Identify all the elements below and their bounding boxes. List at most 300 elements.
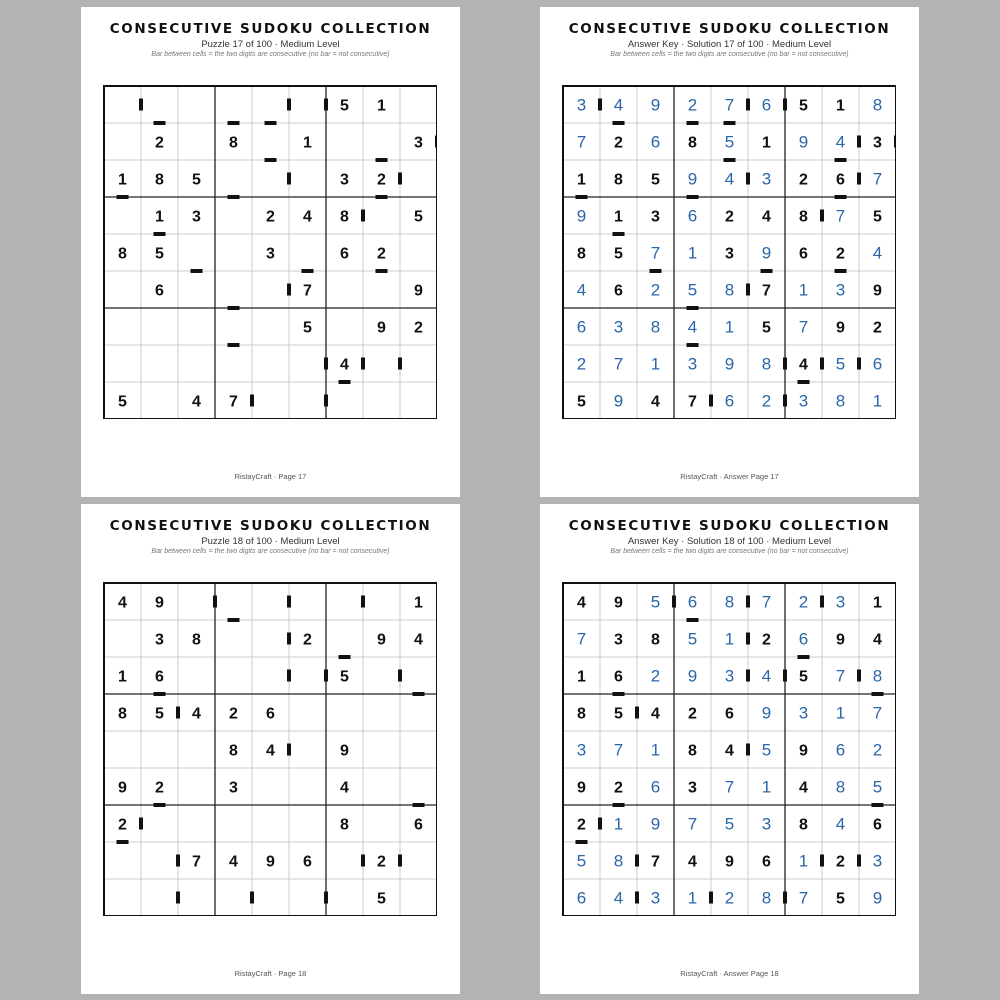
sudoku-grid bbox=[562, 582, 896, 916]
consecutive-bar-horizontal bbox=[376, 269, 388, 273]
solution-digit: 6 bbox=[872, 354, 883, 374]
given-digit: 1 bbox=[762, 134, 771, 152]
given-digit: 5 bbox=[873, 208, 882, 226]
consecutive-bar-horizontal bbox=[835, 158, 847, 162]
consecutive-bar-vertical bbox=[287, 284, 291, 296]
given-digit: 8 bbox=[577, 245, 586, 263]
consecutive-bar-vertical bbox=[746, 670, 750, 682]
solution-digit: 3 bbox=[650, 888, 661, 908]
given-digit: 9 bbox=[155, 594, 164, 612]
consecutive-bar-vertical bbox=[598, 818, 602, 830]
consecutive-bar-vertical bbox=[672, 596, 676, 608]
solution-digit: 2 bbox=[650, 280, 661, 300]
solution-digit: 3 bbox=[872, 851, 883, 871]
given-digit: 3 bbox=[155, 631, 164, 649]
consecutive-bar-horizontal bbox=[613, 692, 625, 696]
given-digit: 1 bbox=[414, 594, 423, 612]
given-digit: 2 bbox=[762, 631, 771, 649]
solution-digit: 7 bbox=[687, 814, 698, 834]
solution-digit: 1 bbox=[650, 354, 661, 374]
consecutive-bar-vertical bbox=[746, 99, 750, 111]
consecutive-bar-vertical bbox=[287, 99, 291, 111]
given-digit: 8 bbox=[688, 134, 697, 152]
solution-digit: 6 bbox=[576, 317, 587, 337]
solution-digit: 1 bbox=[872, 391, 883, 411]
given-digit: 9 bbox=[725, 853, 734, 871]
given-digit: 5 bbox=[614, 705, 623, 723]
consecutive-bar-horizontal bbox=[798, 380, 810, 384]
given-digit: 8 bbox=[229, 742, 238, 760]
consecutive-bar-vertical bbox=[398, 173, 402, 185]
given-digit: 8 bbox=[688, 742, 697, 760]
given-digit: 4 bbox=[340, 356, 349, 374]
given-digit: 6 bbox=[614, 668, 623, 686]
given-digit: 3 bbox=[229, 779, 238, 797]
given-digit: 2 bbox=[725, 208, 734, 226]
solution-digit: 5 bbox=[724, 132, 735, 152]
given-digit: 5 bbox=[155, 245, 164, 263]
given-digit: 2 bbox=[614, 134, 623, 152]
solution-digit: 1 bbox=[613, 814, 624, 834]
solution-digit: 8 bbox=[650, 317, 661, 337]
given-digit: 1 bbox=[577, 668, 586, 686]
rule-note: Bar between cells = the two digits are consecutive (no bar = not consecutive) bbox=[610, 51, 849, 58]
consecutive-bar-vertical bbox=[820, 596, 824, 608]
solution-digit: 1 bbox=[761, 777, 772, 797]
solution-digit: 3 bbox=[724, 666, 735, 686]
consecutive-bar-horizontal bbox=[687, 121, 699, 125]
rule-note: Bar between cells = the two digits are consecutive (no bar = not consecutive) bbox=[610, 548, 849, 555]
given-digit: 5 bbox=[651, 171, 660, 189]
consecutive-bar-vertical bbox=[435, 136, 437, 148]
solution-digit: 4 bbox=[613, 95, 624, 115]
solution-digit: 6 bbox=[761, 95, 772, 115]
page-subtitle: Answer Key · Solution 18 of 100 · Medium Level bbox=[627, 536, 832, 547]
solution-digit: 7 bbox=[798, 317, 809, 337]
consecutive-bar-vertical bbox=[398, 670, 402, 682]
solution-digit: 5 bbox=[872, 777, 883, 797]
given-digit: 1 bbox=[303, 134, 312, 152]
given-digit: 4 bbox=[725, 742, 734, 760]
solution-digit: 2 bbox=[576, 354, 587, 374]
consecutive-bar-vertical bbox=[250, 892, 254, 904]
given-digit: 6 bbox=[414, 816, 423, 834]
given-digit: 4 bbox=[688, 853, 697, 871]
solution-digit: 2 bbox=[761, 391, 772, 411]
consecutive-bar-horizontal bbox=[117, 840, 129, 844]
solution-digit: 4 bbox=[687, 317, 698, 337]
given-digit: 6 bbox=[836, 171, 845, 189]
answer-page-17 bbox=[540, 7, 919, 497]
given-digit: 4 bbox=[799, 779, 808, 797]
given-digit: 5 bbox=[340, 97, 349, 115]
page-subtitle: Puzzle 17 of 100 · Medium Level bbox=[201, 39, 340, 50]
solution-digit: 5 bbox=[761, 740, 772, 760]
given-digit: 2 bbox=[688, 705, 697, 723]
solution-digit: 5 bbox=[576, 851, 587, 871]
solution-digit: 9 bbox=[761, 703, 772, 723]
given-digit: 4 bbox=[651, 705, 660, 723]
solution-digit: 3 bbox=[835, 280, 846, 300]
puzzle-page-17 bbox=[81, 7, 460, 497]
given-digit: 2 bbox=[577, 816, 586, 834]
given-digit: 8 bbox=[229, 134, 238, 152]
consecutive-bar-horizontal bbox=[228, 121, 240, 125]
consecutive-bar-vertical bbox=[857, 173, 861, 185]
given-digit: 6 bbox=[155, 282, 164, 300]
consecutive-bar-horizontal bbox=[761, 269, 773, 273]
consecutive-bar-horizontal bbox=[872, 803, 884, 807]
consecutive-bar-vertical bbox=[857, 670, 861, 682]
consecutive-bar-horizontal bbox=[835, 195, 847, 199]
consecutive-bar-vertical bbox=[361, 596, 365, 608]
solution-digit: 4 bbox=[835, 132, 846, 152]
solution-digit: 7 bbox=[613, 740, 624, 760]
consecutive-bar-vertical bbox=[324, 99, 328, 111]
solution-digit: 1 bbox=[724, 317, 735, 337]
consecutive-bar-vertical bbox=[324, 358, 328, 370]
solution-digit: 4 bbox=[576, 280, 587, 300]
consecutive-bar-vertical bbox=[287, 633, 291, 645]
given-digit: 5 bbox=[118, 393, 127, 411]
given-digit: 1 bbox=[873, 594, 882, 612]
solution-digit: 4 bbox=[835, 814, 846, 834]
given-digit: 6 bbox=[266, 705, 275, 723]
given-digit: 4 bbox=[118, 594, 127, 612]
solution-digit: 9 bbox=[650, 814, 661, 834]
given-digit: 9 bbox=[266, 853, 275, 871]
solution-digit: 8 bbox=[761, 888, 772, 908]
consecutive-bar-horizontal bbox=[376, 195, 388, 199]
solution-digit: 6 bbox=[650, 777, 661, 797]
given-digit: 8 bbox=[118, 705, 127, 723]
given-digit: 2 bbox=[266, 208, 275, 226]
given-digit: 8 bbox=[799, 208, 808, 226]
solution-digit: 1 bbox=[835, 703, 846, 723]
given-digit: 8 bbox=[155, 171, 164, 189]
solution-digit: 3 bbox=[687, 354, 698, 374]
solution-digit: 3 bbox=[761, 169, 772, 189]
given-digit: 2 bbox=[229, 705, 238, 723]
consecutive-bar-vertical bbox=[857, 855, 861, 867]
consecutive-bar-horizontal bbox=[154, 692, 166, 696]
given-digit: 6 bbox=[340, 245, 349, 263]
solution-digit: 3 bbox=[613, 317, 624, 337]
solution-digit: 5 bbox=[835, 354, 846, 374]
consecutive-bar-horizontal bbox=[687, 343, 699, 347]
given-digit: 2 bbox=[836, 245, 845, 263]
consecutive-bar-horizontal bbox=[265, 121, 277, 125]
given-digit: 8 bbox=[799, 816, 808, 834]
given-digit: 2 bbox=[873, 319, 882, 337]
consecutive-bar-horizontal bbox=[687, 306, 699, 310]
consecutive-bar-vertical bbox=[820, 855, 824, 867]
consecutive-bar-horizontal bbox=[613, 803, 625, 807]
given-digit: 9 bbox=[577, 779, 586, 797]
solution-digit: 7 bbox=[576, 629, 587, 649]
solution-digit: 1 bbox=[798, 851, 809, 871]
given-digit: 1 bbox=[377, 97, 386, 115]
solution-digit: 6 bbox=[798, 629, 809, 649]
consecutive-bar-vertical bbox=[287, 173, 291, 185]
given-digit: 4 bbox=[651, 393, 660, 411]
solution-digit: 7 bbox=[835, 666, 846, 686]
given-digit: 2 bbox=[118, 816, 127, 834]
given-digit: 2 bbox=[303, 631, 312, 649]
consecutive-bar-vertical bbox=[783, 670, 787, 682]
consecutive-bar-vertical bbox=[783, 99, 787, 111]
solution-digit: 5 bbox=[650, 592, 661, 612]
given-digit: 4 bbox=[340, 779, 349, 797]
given-digit: 7 bbox=[303, 282, 312, 300]
consecutive-bar-vertical bbox=[176, 892, 180, 904]
given-digit: 2 bbox=[155, 779, 164, 797]
solution-digit: 5 bbox=[724, 814, 735, 834]
solution-digit: 7 bbox=[872, 169, 883, 189]
given-digit: 8 bbox=[118, 245, 127, 263]
solution-digit: 4 bbox=[761, 666, 772, 686]
given-digit: 9 bbox=[614, 594, 623, 612]
given-digit: 2 bbox=[377, 853, 386, 871]
solution-digit: 6 bbox=[687, 206, 698, 226]
consecutive-bar-horizontal bbox=[228, 306, 240, 310]
given-digit: 9 bbox=[873, 282, 882, 300]
solution-digit: 5 bbox=[687, 629, 698, 649]
given-digit: 7 bbox=[688, 393, 697, 411]
solution-digit: 7 bbox=[872, 703, 883, 723]
given-digit: 1 bbox=[118, 171, 127, 189]
given-digit: 4 bbox=[873, 631, 882, 649]
given-digit: 2 bbox=[377, 245, 386, 263]
page-footer: RistayCraft · Page 18 bbox=[234, 969, 307, 978]
given-digit: 5 bbox=[836, 890, 845, 908]
consecutive-bar-horizontal bbox=[576, 195, 588, 199]
given-digit: 3 bbox=[725, 245, 734, 263]
consecutive-bar-vertical bbox=[746, 173, 750, 185]
consecutive-bar-vertical bbox=[820, 210, 824, 222]
given-digit: 9 bbox=[377, 631, 386, 649]
given-digit: 5 bbox=[192, 171, 201, 189]
solution-digit: 1 bbox=[650, 740, 661, 760]
given-digit: 4 bbox=[192, 705, 201, 723]
consecutive-bar-vertical bbox=[635, 855, 639, 867]
given-digit: 4 bbox=[762, 208, 771, 226]
given-digit: 9 bbox=[118, 779, 127, 797]
given-digit: 9 bbox=[414, 282, 423, 300]
consecutive-bar-horizontal bbox=[154, 121, 166, 125]
consecutive-bar-vertical bbox=[783, 395, 787, 407]
consecutive-bar-horizontal bbox=[724, 121, 736, 125]
given-digit: 8 bbox=[340, 208, 349, 226]
solution-digit: 7 bbox=[835, 206, 846, 226]
solution-digit: 7 bbox=[613, 354, 624, 374]
page-title: CONSECUTIVE SUDOKU COLLECTION bbox=[109, 518, 432, 534]
solution-digit: 2 bbox=[687, 95, 698, 115]
given-digit: 5 bbox=[799, 668, 808, 686]
given-digit: 5 bbox=[340, 668, 349, 686]
page-title: CONSECUTIVE SUDOKU COLLECTION bbox=[109, 21, 432, 37]
given-digit: 1 bbox=[836, 97, 845, 115]
given-digit: 5 bbox=[614, 245, 623, 263]
solution-digit: 6 bbox=[687, 592, 698, 612]
page-subtitle: Answer Key · Solution 17 of 100 · Medium Level bbox=[627, 39, 832, 50]
given-digit: 6 bbox=[799, 245, 808, 263]
consecutive-bar-horizontal bbox=[339, 655, 351, 659]
solution-digit: 3 bbox=[576, 95, 587, 115]
given-digit: 2 bbox=[377, 171, 386, 189]
given-digit: 6 bbox=[155, 668, 164, 686]
solution-digit: 9 bbox=[798, 132, 809, 152]
given-digit: 3 bbox=[340, 171, 349, 189]
solution-digit: 7 bbox=[724, 95, 735, 115]
solution-digit: 9 bbox=[576, 206, 587, 226]
solution-digit: 3 bbox=[798, 703, 809, 723]
consecutive-bar-vertical bbox=[398, 855, 402, 867]
solution-digit: 3 bbox=[761, 814, 772, 834]
given-digit: 9 bbox=[377, 319, 386, 337]
consecutive-bar-horizontal bbox=[413, 692, 425, 696]
consecutive-bar-horizontal bbox=[117, 195, 129, 199]
consecutive-bar-vertical bbox=[746, 633, 750, 645]
given-digit: 4 bbox=[229, 853, 238, 871]
given-digit: 2 bbox=[799, 171, 808, 189]
consecutive-bar-horizontal bbox=[613, 121, 625, 125]
solution-digit: 9 bbox=[724, 354, 735, 374]
consecutive-bar-vertical bbox=[324, 670, 328, 682]
given-digit: 9 bbox=[836, 319, 845, 337]
consecutive-bar-vertical bbox=[746, 744, 750, 756]
solution-digit: 7 bbox=[798, 888, 809, 908]
consecutive-bar-horizontal bbox=[798, 655, 810, 659]
consecutive-bar-horizontal bbox=[650, 269, 662, 273]
given-digit: 3 bbox=[614, 631, 623, 649]
solution-digit: 1 bbox=[724, 629, 735, 649]
consecutive-bar-vertical bbox=[324, 395, 328, 407]
given-digit: 6 bbox=[725, 705, 734, 723]
consecutive-bar-horizontal bbox=[228, 618, 240, 622]
solution-digit: 3 bbox=[798, 391, 809, 411]
consecutive-bar-vertical bbox=[598, 99, 602, 111]
consecutive-bar-vertical bbox=[746, 596, 750, 608]
consecutive-bar-vertical bbox=[287, 670, 291, 682]
consecutive-bar-vertical bbox=[361, 210, 365, 222]
consecutive-bar-vertical bbox=[361, 855, 365, 867]
solution-digit: 9 bbox=[687, 666, 698, 686]
consecutive-bar-horizontal bbox=[376, 158, 388, 162]
given-digit: 2 bbox=[155, 134, 164, 152]
given-digit: 4 bbox=[266, 742, 275, 760]
consecutive-bar-vertical bbox=[287, 596, 291, 608]
consecutive-bar-horizontal bbox=[687, 618, 699, 622]
given-digit: 3 bbox=[266, 245, 275, 263]
given-digit: 8 bbox=[577, 705, 586, 723]
consecutive-bar-vertical bbox=[894, 136, 896, 148]
solution-digit: 6 bbox=[576, 888, 587, 908]
given-digit: 9 bbox=[836, 631, 845, 649]
solution-digit: 4 bbox=[613, 888, 624, 908]
given-digit: 5 bbox=[414, 208, 423, 226]
given-digit: 4 bbox=[303, 208, 312, 226]
page-footer: RistayCraft · Answer Page 18 bbox=[680, 969, 779, 978]
solution-digit: 2 bbox=[724, 888, 735, 908]
sudoku-grid bbox=[562, 85, 896, 419]
given-digit: 3 bbox=[651, 208, 660, 226]
given-digit: 3 bbox=[192, 208, 201, 226]
given-digit: 3 bbox=[688, 779, 697, 797]
consecutive-bar-vertical bbox=[857, 358, 861, 370]
solution-digit: 5 bbox=[687, 280, 698, 300]
given-digit: 3 bbox=[414, 134, 423, 152]
given-digit: 4 bbox=[192, 393, 201, 411]
consecutive-bar-vertical bbox=[324, 892, 328, 904]
sudoku-grid bbox=[103, 582, 437, 916]
consecutive-bar-vertical bbox=[139, 818, 143, 830]
given-digit: 4 bbox=[414, 631, 423, 649]
consecutive-bar-horizontal bbox=[154, 232, 166, 236]
given-digit: 5 bbox=[155, 705, 164, 723]
consecutive-bar-horizontal bbox=[339, 380, 351, 384]
solution-digit: 4 bbox=[872, 243, 883, 263]
consecutive-bar-horizontal bbox=[191, 269, 203, 273]
given-digit: 5 bbox=[762, 319, 771, 337]
consecutive-bar-vertical bbox=[635, 892, 639, 904]
solution-digit: 1 bbox=[687, 888, 698, 908]
given-digit: 6 bbox=[303, 853, 312, 871]
given-digit: 1 bbox=[577, 171, 586, 189]
solution-digit: 8 bbox=[835, 391, 846, 411]
consecutive-bar-vertical bbox=[139, 99, 143, 111]
consecutive-bar-vertical bbox=[176, 855, 180, 867]
answer-page-18 bbox=[540, 504, 919, 994]
given-digit: 2 bbox=[836, 853, 845, 871]
solution-digit: 7 bbox=[650, 243, 661, 263]
page-footer: RistayCraft · Answer Page 17 bbox=[680, 472, 779, 481]
consecutive-bar-vertical bbox=[398, 358, 402, 370]
given-digit: 4 bbox=[799, 356, 808, 374]
given-digit: 5 bbox=[303, 319, 312, 337]
given-digit: 5 bbox=[377, 890, 386, 908]
given-digit: 6 bbox=[762, 853, 771, 871]
consecutive-bar-vertical bbox=[361, 358, 365, 370]
consecutive-bar-horizontal bbox=[228, 343, 240, 347]
solution-digit: 9 bbox=[872, 888, 883, 908]
given-digit: 8 bbox=[614, 171, 623, 189]
solution-digit: 6 bbox=[835, 740, 846, 760]
consecutive-bar-vertical bbox=[250, 395, 254, 407]
consecutive-bar-vertical bbox=[709, 395, 713, 407]
given-digit: 6 bbox=[614, 282, 623, 300]
given-digit: 1 bbox=[155, 208, 164, 226]
solution-digit: 4 bbox=[724, 169, 735, 189]
given-digit: 8 bbox=[192, 631, 201, 649]
given-digit: 2 bbox=[414, 319, 423, 337]
consecutive-bar-horizontal bbox=[872, 692, 884, 696]
given-digit: 6 bbox=[873, 816, 882, 834]
solution-digit: 8 bbox=[724, 280, 735, 300]
consecutive-bar-vertical bbox=[783, 358, 787, 370]
consecutive-bar-horizontal bbox=[302, 269, 314, 273]
solution-digit: 7 bbox=[761, 592, 772, 612]
solution-digit: 8 bbox=[872, 666, 883, 686]
given-digit: 4 bbox=[577, 594, 586, 612]
solution-digit: 6 bbox=[724, 391, 735, 411]
solution-digit: 6 bbox=[650, 132, 661, 152]
solution-digit: 7 bbox=[576, 132, 587, 152]
solution-digit: 8 bbox=[613, 851, 624, 871]
page-title: CONSECUTIVE SUDOKU COLLECTION bbox=[568, 518, 891, 534]
solution-digit: 9 bbox=[650, 95, 661, 115]
consecutive-bar-vertical bbox=[213, 596, 217, 608]
